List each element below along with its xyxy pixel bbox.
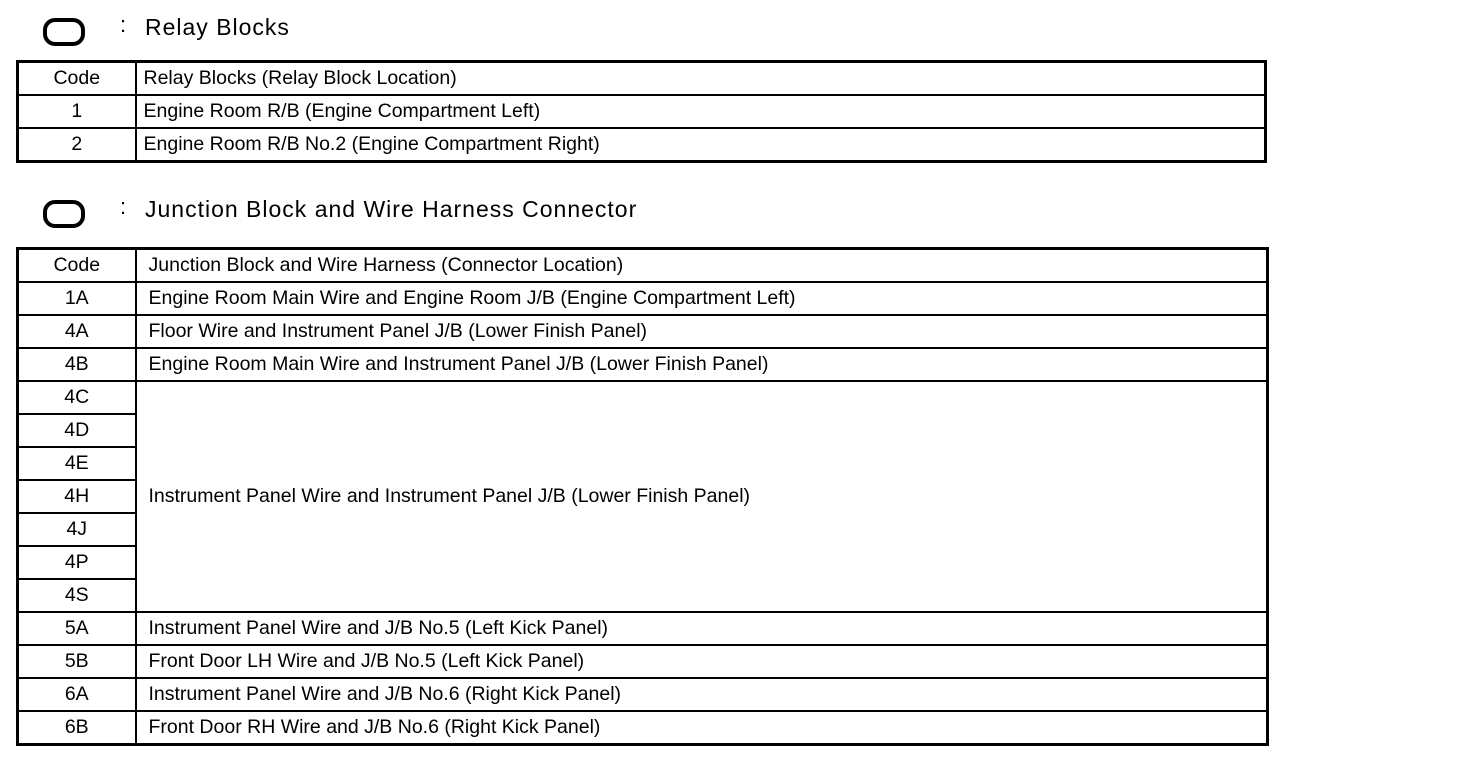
code-cell: 4A <box>18 315 136 348</box>
code-cell: 4H <box>18 480 136 513</box>
code-cell: 1A <box>18 282 136 315</box>
description-header: Relay Blocks (Relay Block Location) <box>136 62 1266 96</box>
relay-blocks-table <box>16 60 1267 163</box>
table-row <box>18 711 1268 745</box>
description-cell: Engine Room R/B (Engine Compartment Left) <box>136 95 1266 128</box>
relay-blocks-title: Relay Blocks <box>145 14 290 40</box>
table-row <box>18 128 1266 162</box>
description-cell: Front Door LH Wire and J/B No.5 (Left Kick Panel) <box>136 645 1268 678</box>
code-cell: 4S <box>18 579 136 612</box>
junction-blocks-colon: : <box>120 194 127 219</box>
code-header: Code <box>18 62 136 96</box>
junction-block-symbol-icon <box>43 200 85 228</box>
table-row <box>18 348 1268 381</box>
code-cell: 4P <box>18 546 136 579</box>
code-cell: 6A <box>18 678 136 711</box>
code-cell: 4D <box>18 414 136 447</box>
description-cell: Engine Room R/B No.2 (Engine Compartment Right) <box>136 128 1266 162</box>
relay-blocks-colon: : <box>120 12 127 37</box>
description-cell: Instrument Panel Wire and J/B No.6 (Right Kick Panel) <box>136 678 1268 711</box>
description-cell: Floor Wire and Instrument Panel J/B (Lower Finish Panel) <box>136 315 1268 348</box>
table-header-row <box>18 62 1266 96</box>
table-header-row <box>18 249 1268 283</box>
description-cell: Engine Room Main Wire and Instrument Panel J/B (Lower Finish Panel) <box>136 348 1268 381</box>
relay-block-symbol-icon <box>43 18 85 46</box>
table-row <box>18 282 1268 315</box>
junction-blocks-title: Junction Block and Wire Harness Connector <box>145 196 638 222</box>
table-row <box>18 612 1268 645</box>
code-cell: 4E <box>18 447 136 480</box>
code-cell: 5A <box>18 612 136 645</box>
code-cell: 2 <box>18 128 136 162</box>
code-cell: 4J <box>18 513 136 546</box>
junction-blocks-heading <box>0 194 1472 240</box>
table-row <box>18 381 1268 414</box>
code-cell: 6B <box>18 711 136 745</box>
description-header: Junction Block and Wire Harness (Connector Location) <box>136 249 1268 283</box>
table-row <box>18 315 1268 348</box>
table-row <box>18 645 1268 678</box>
description-cell: Engine Room Main Wire and Engine Room J/B (Engine Compartment Left) <box>136 282 1268 315</box>
code-cell: 4C <box>18 381 136 414</box>
relay-blocks-heading <box>0 12 1472 58</box>
code-header: Code <box>18 249 136 283</box>
code-cell: 5B <box>18 645 136 678</box>
code-cell: 1 <box>18 95 136 128</box>
code-cell: 4B <box>18 348 136 381</box>
description-cell: Front Door RH Wire and J/B No.6 (Right Kick Panel) <box>136 711 1268 745</box>
table-row <box>18 95 1266 128</box>
description-cell: Instrument Panel Wire and Instrument Panel J/B (Lower Finish Panel) <box>136 381 1268 612</box>
description-cell: Instrument Panel Wire and J/B No.5 (Left Kick Panel) <box>136 612 1268 645</box>
junction-blocks-table <box>16 247 1269 746</box>
table-row <box>18 678 1268 711</box>
